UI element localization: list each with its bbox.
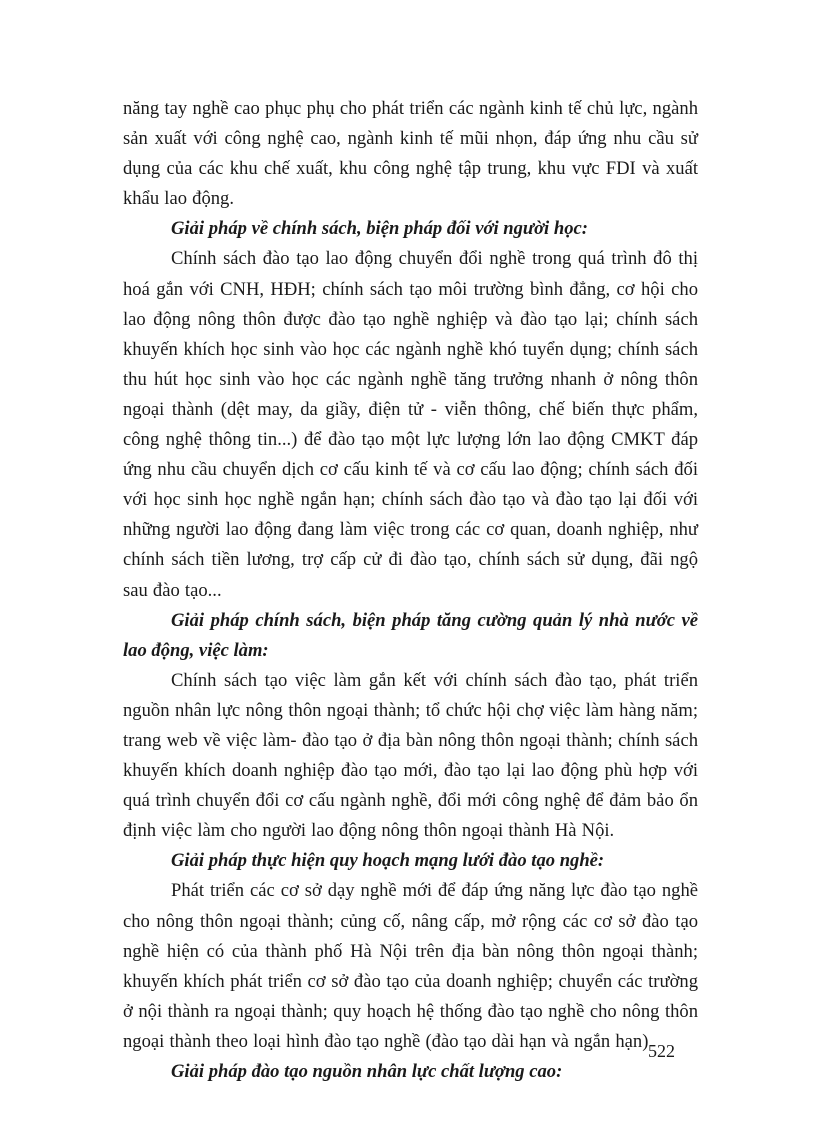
heading-high-quality-hr: Giải pháp đào tạo nguồn nhân lực chất lượng cao: (171, 1061, 563, 1082)
heading-state-management: Giải pháp chính sách, biện pháp tăng cường quản lý nhà nước về lao động, việc làm: (123, 609, 698, 661)
heading-learner-policy: Giải pháp về chính sách, biện pháp đối với người học: (171, 218, 588, 240)
paragraph-state-management: Chính sách tạo việc làm gắn kết với chính sách đào tạo, phát triển nguồn nhân lực nông thôn ngoại thành; tổ chức hội chợ việc làm hàng năm; trang web về việc làm- đào tạo ở địa bàn nông thôn ngoại thành; chính sách khuyến khích doanh nghiệp đào tạo mới, đào tạo lại lao động phù hợp với quá trình chuyển đổi cơ cấu ngành nghề, đổi mới công nghệ để đảm bảo ổn định việc làm cho người lao động nông thôn ngoại thành Hà Nội. (123, 669, 698, 842)
heading-network-planning: Giải pháp thực hiện quy hoạch mạng lưới đào tạo nghề: (171, 850, 605, 872)
page-body (123, 94, 698, 1087)
paragraph-intro-continuation: năng tay nghề cao phục phụ cho phát triển các ngành kinh tế chủ lực, ngành sản xuất với công nghệ cao, ngành kinh tế mũi nhọn, đáp ứng nhu cầu sử dụng của các khu chế xuất, khu công nghệ tập trung, khu vực FDI và xuất khẩu lao động. (123, 98, 698, 210)
paragraph-learner-policy: Chính sách đào tạo lao động chuyển đổi nghề trong quá trình đô thị hoá gắn với CNH, HĐH; chính sách tạo môi trường bình đẳng, cơ hội cho lao động nông thôn được đào tạo nghề nghiệp và đào tạo lại; chính sách khuyến khích học sinh vào học các ngành nghề khó tuyển dụng; chính sách thu hút học sinh vào học các ngành nghề tăng trưởng nhanh ở nông thôn ngoại thành (dệt may, da giầy, điện tử - viễn thông, chế biến thực phẩm, công nghệ thông tin...) để đào tạo một lực lượng lớn lao động CMKT đáp ứng nhu cầu chuyển dịch cơ cấu kinh tế và cơ cấu lao động; chính sách đối với học sinh học nghề ngắn hạn; chính sách đào tạo và đào tạo lại đối với những người lao động đang làm việc trong các cơ quan, doanh nghiệp, như chính sách tiền lương, trợ cấp cử đi đào tạo, chính sách sử dụng, đãi ngộ sau đào tạo... (123, 248, 698, 601)
paragraph-network-planning: Phát triển các cơ sở dạy nghề mới để đáp ứng năng lực đào tạo nghề cho nông thôn ngoại thành; củng cố, nâng cấp, mở rộng các cơ sở đào tạo nghề hiện có của thành phố Hà Nội trên địa bàn nông thôn ngoại thành; khuyến khích phát triển cơ sở đào tạo của doanh nghiệp; chuyển các trường ở nội thành ra ngoại thành; quy hoạch hệ thống đào tạo nghề cho nông thôn ngoại thành theo loại hình đào tạo nghề (đào tạo dài hạn và ngắn hạn) (123, 880, 698, 1052)
page-number: 522 (648, 1041, 675, 1061)
